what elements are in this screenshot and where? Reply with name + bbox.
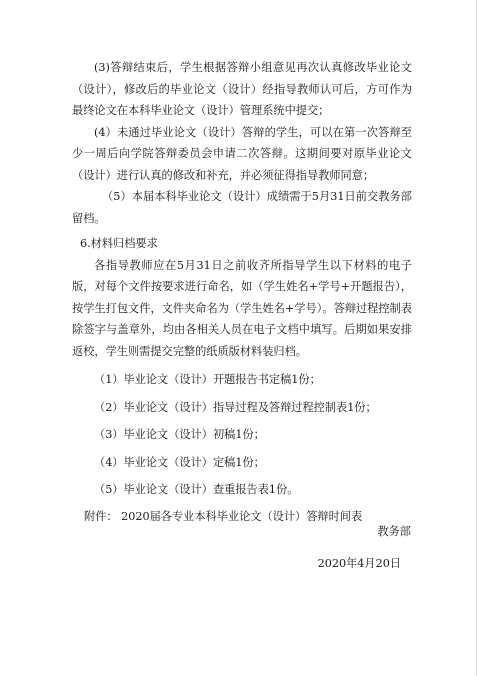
signature-date: 2020年4月20日 [317, 557, 401, 570]
section-heading: 6.材料归档要求 [80, 237, 158, 250]
list-item: （3）毕业论文（设计）初稿1份； [94, 428, 265, 441]
paragraph-5: （5）本届本科毕业论文（设计）成绩需于5月31日前交教务部留档。 [72, 190, 412, 225]
paragraph-4: (4）未通过毕业论文（设计）答辩的学生，可以在第一次答辩至少一周后向学院答辩委员会申请二次答辩。这期间要对原毕业论文（设计）进行认真的修改和补充，并必须征得指导教师同意； [72, 125, 412, 182]
document-body [72, 57, 412, 527]
list-item: （2）毕业论文（设计）指导过程及答辩过程控制表1份； [94, 400, 377, 414]
list-item: （1）毕业论文（设计）开题报告书定稿1份； [94, 373, 321, 386]
list-item: （5）毕业论文（设计）查重报告表1份。 [94, 483, 299, 496]
attachment-note: 附件： 2020届各专业本科毕业论文（设计）答辩时间表 [84, 509, 363, 523]
section-intro: 各指导教师应在5月31日之前收齐所指导学生以下材料的电子版，对每个文件按要求进行命名，如（学生姓名+学号+开题报告），按学生打包文件，文件夹命名为（学生姓名+学号）。答辩过程控制表除签字与盖章外，均由各相关人员在电子文档中填写。后期如果安排返校，学生则需提交完整的纸质版材料装归档。 [72, 258, 412, 358]
signature-org: 教务部 [377, 525, 411, 538]
list-item: （4）毕业论文（设计）定稿1份； [94, 455, 265, 469]
materials-list [72, 366, 412, 504]
paragraph-3: (3)答辩结束后，学生根据答辩小组意见再次认真修改毕业论文（设计），修改后的毕业论文（设计）经指导教师认可后，方可作为最终论文在本科毕业论文（设计）管理系统中提交； [72, 61, 412, 117]
